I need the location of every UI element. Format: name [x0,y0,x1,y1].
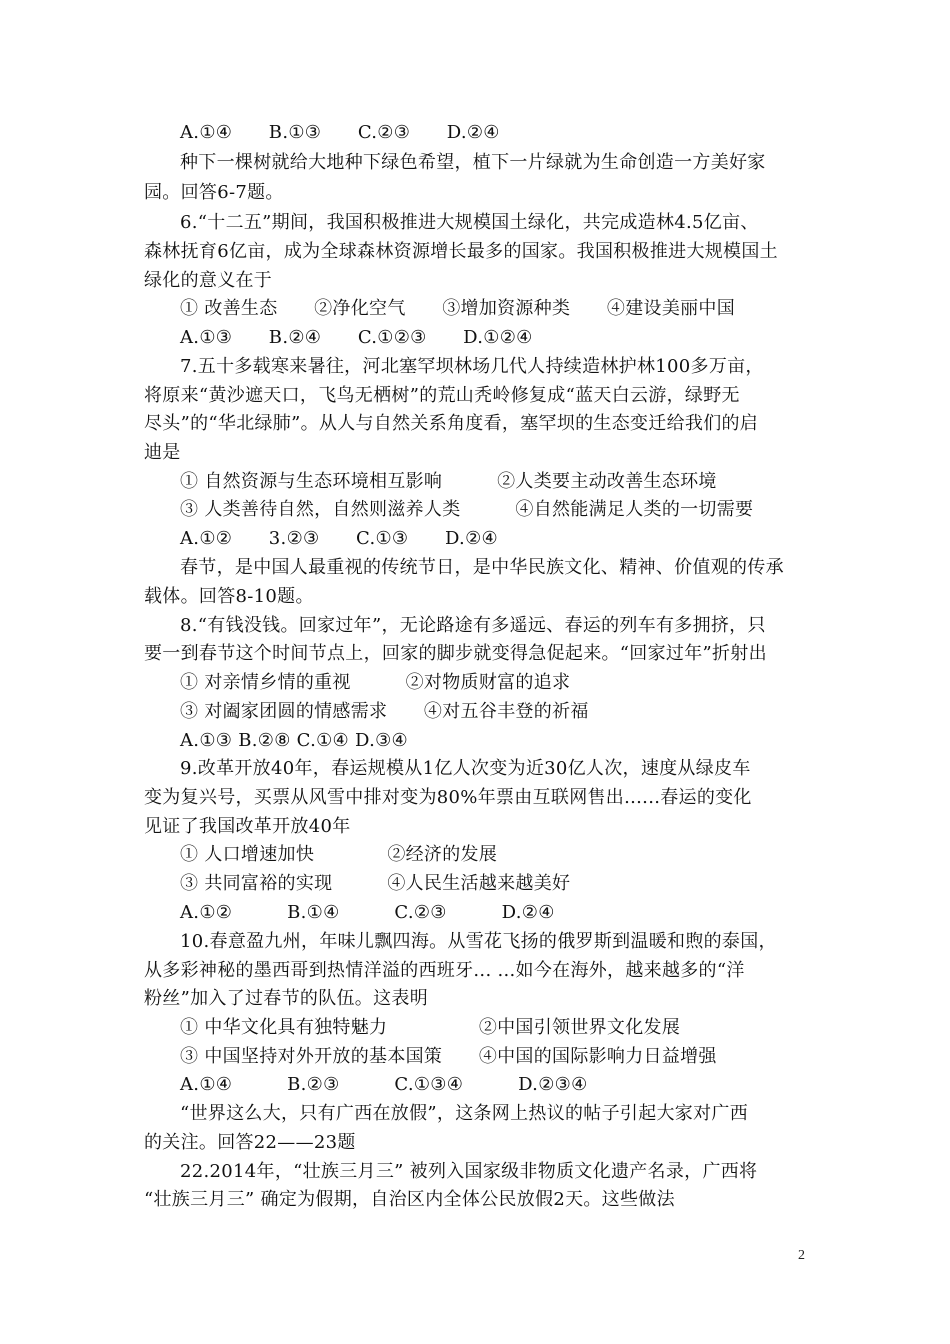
page-number: 2 [798,1248,806,1263]
question-10: 10.春意盈九州，年味儿飘四海。从雪花飞扬的俄罗斯到温暖和煦的泰国， [180,931,777,952]
question-8-statements: ③ 对阖家团圆的情感需求 ④对五谷丰登的祈福 [180,701,589,722]
question-10-cont: 从多彩神秘的墨西哥到热情洋溢的西班牙... ...如今在海外，越来越多的“洋 [144,960,745,981]
question-10-statements: ① 中华文化具有独特魅力 ②中国引领世界文化发展 [180,1017,681,1038]
question-10-cont: 粉丝”加入了过春节的队伍。这表明 [144,988,429,1009]
question-6-statements: ① 改善生态 ②净化空气 ③增加资源种类 ④建设美丽中国 [180,298,736,319]
question-7-statements: ① 自然资源与生态环境相互影响 ②人类要主动改善生态环境 [180,471,717,492]
question-8-cont: 要一到春节这个时间节点上，回家的脚步就变得急促起来。“回家过年”折射出 [144,643,767,664]
intro-text-q22-23-cont: 的关注。回答22——23题 [144,1132,356,1153]
answer-options-q5: A.①④ B.①③ C.②③ D.②④ [180,122,500,143]
question-10-statements: ③ 中国坚持对外开放的基本国策 ④中国的国际影响力日益增强 [180,1046,717,1067]
intro-text-q8-10-cont: 载体。回答8-10题。 [144,586,314,607]
question-22-cont: “壮族三月三” 确定为假期，自治区内全体公民放假2天。这些做法 [144,1189,675,1210]
question-7-cont: 迪是 [144,442,181,463]
question-7: 7.五十多载寒来暑往，河北塞罕坝林场几代人持续造林护林100多万亩， [180,356,764,377]
answer-options-q6: A.①③ B.②④ C.①②③ D.①②④ [180,327,533,348]
question-9-cont: 变为复兴号，买票从风雪中排对变为80%年票由互联网售出......春运的变化 [144,787,752,808]
question-9-statements: ③ 共同富裕的实现 ④人民生活越来越美好 [180,873,571,894]
question-22: 22.2014年，“壮族三月三” 被列入国家级非物质文化遗产名录，广西将 [180,1161,758,1182]
question-6-cont: 绿化的意义在于 [144,270,273,291]
question-6: 6.“十二五”期间，我国积极推进大规模国土绿化，共完成造林4.5亿亩、 [180,212,759,233]
question-7-cont: 尽头”的“华北绿肺”。从人与自然关系角度看，塞罕坝的生态变迁给我们的启 [144,413,759,434]
question-9-statements: ① 人口增速加快 ②经济的发展 [180,844,498,865]
question-8: 8.“有钱没钱。回家过年”，无论路途有多遥远、春运的列车有多拥挤，只 [180,615,766,636]
intro-text-q6-7-cont: 园。回答6-7题。 [144,182,284,203]
intro-text-q8-10: 春节，是中国人最重视的传统节日，是中华民族文化、精神、价值观的传承 [180,557,784,578]
question-7-cont: 将原来“黄沙遮天口，飞鸟无栖树”的荒山秃岭修复成“蓝天白云游，绿野无 [144,385,740,406]
answer-options-q10: A.①④ B.②③ C.①③④ D.②③④ [180,1074,588,1095]
question-7-statements: ③ 人类善待自然，自然则滋养人类 ④自然能满足人类的一切需要 [180,499,754,520]
answer-options-q7: A.①② 3.②③ C.①③ D.②④ [180,528,498,549]
question-9: 9.改革开放40年，春运规模从1亿人次变为近30亿人次，速度从绿皮车 [180,758,751,779]
question-9-cont: 见证了我国改革开放40年 [144,816,351,837]
intro-text-q22-23: “世界这么大，只有广西在放假”，这条网上热议的帖子引起大家对广西 [180,1103,749,1124]
answer-options-q9: A.①② B.①④ C.②③ D.②④ [180,902,555,923]
question-6-cont: 森林抚育6亿亩，成为全球森林资源增长最多的国家。我国积极推进大规模国土 [144,241,778,262]
answer-options-q8: A.①③ B.②⑧ C.①④ D.③④ [180,730,408,751]
intro-text-q6-7: 种下一棵树就给大地种下绿色希望，植下一片绿就为生命创造一方美好家 [180,152,766,173]
question-8-statements: ① 对亲情乡情的重视 ②对物质财富的追求 [180,672,571,693]
